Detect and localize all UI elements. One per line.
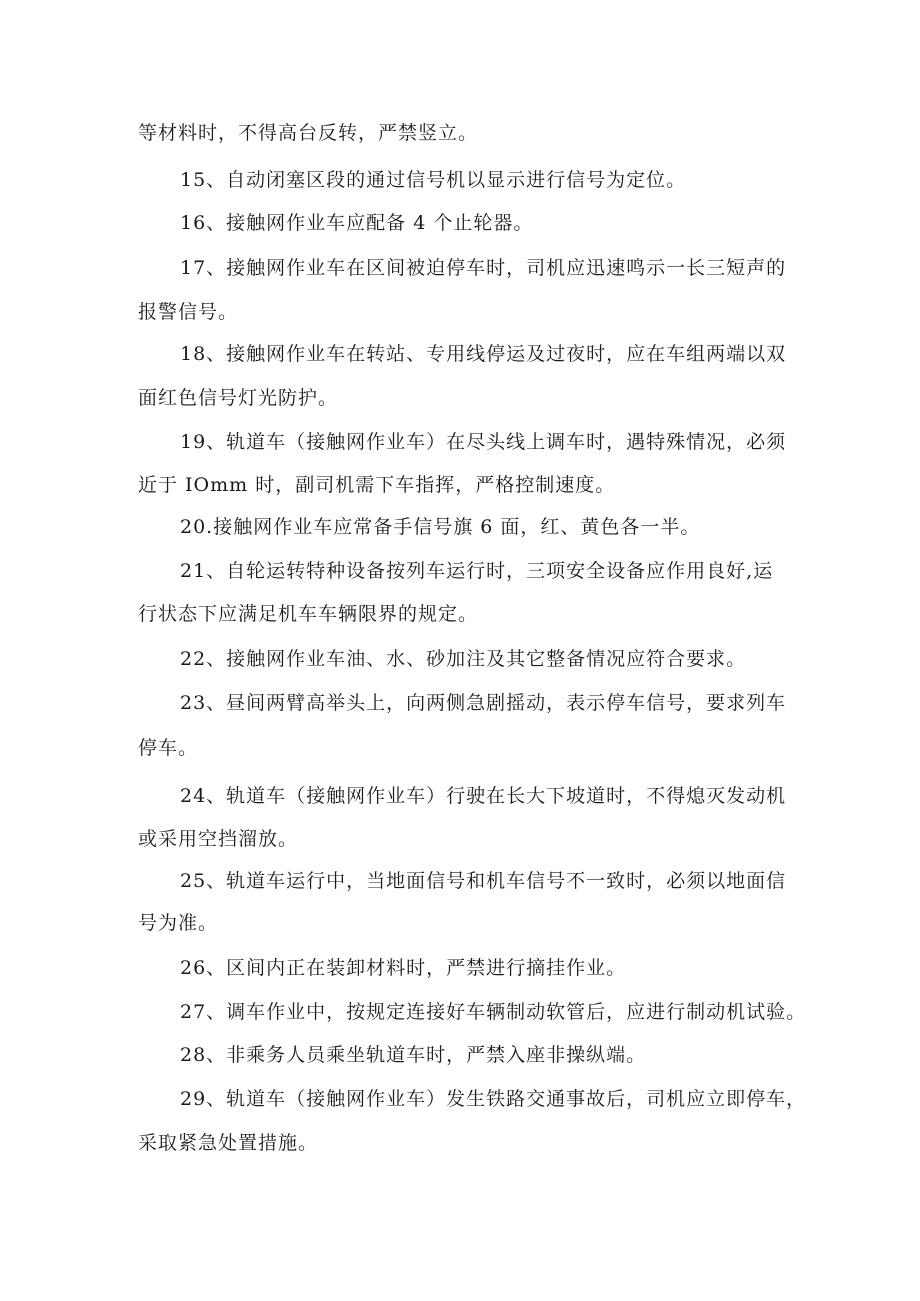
text-line: 29、轨道车（接触网作业车）发生铁路交通事故后，司机应立即停车， <box>180 1088 807 1110</box>
text-line: 28、非乘务人员乘坐轨道车时，严禁入座非操纵端。 <box>180 1044 647 1066</box>
text-line: 20.接触网作业车应常备手信号旗 6 面，红、黄色各一半。 <box>180 516 701 538</box>
text-line: 25、轨道车运行中，当地面信号和机车信号不一致时，必须以地面信 <box>180 870 787 892</box>
text-line: 15、自动闭塞区段的通过信号机以显示进行信号为定位。 <box>180 169 687 191</box>
text-line: 17、接触网作业车在区间被迫停车时，司机应迅速鸣示一长三短声的 <box>180 257 787 279</box>
text-line: 16、接触网作业车应配备 4 个止轮器。 <box>180 212 534 234</box>
text-line: 近于 IOmm 时，副司机需下车指挥，严格控制速度。 <box>138 474 616 496</box>
text-line: 停车。 <box>138 737 199 759</box>
text-line: 22、接触网作业车油、水、砂加注及其它整备情况应符合要求。 <box>180 648 747 670</box>
text-line: 18、接触网作业车在转站、专用线停运及过夜时，应在车组两端以双 <box>180 343 787 365</box>
text-line: 报警信号。 <box>138 301 239 323</box>
text-line: 24、轨道车（接触网作业车）行驶在长大下坡道时，不得熄灭发动机 <box>180 785 787 807</box>
text-line: 27、调车作业中，按规定连接好车辆制动软管后，应进行制动机试验。 <box>180 1001 807 1023</box>
text-line: 21、自轮运转特种设备按列车运行时，三项安全设备应作用良好,运 <box>180 560 774 582</box>
text-line: 23、昼间两臂高举头上，向两侧急剧摇动，表示停车信号，要求列车 <box>180 692 787 714</box>
text-line: 19、轨道车（接触网作业车）在尽头线上调车时，遇特殊情况，必须 <box>180 431 787 453</box>
text-line: 或采用空挡溜放。 <box>138 828 299 850</box>
text-line: 号为准。 <box>138 912 219 934</box>
text-line: 26、区间内正在装卸材料时，严禁进行摘挂作业。 <box>180 957 627 979</box>
text-line: 面红色信号灯光防护。 <box>138 387 339 409</box>
text-line: 等材料时，不得高台反转，严禁竖立。 <box>138 122 479 144</box>
text-line: 行状态下应满足机车车辆限界的规定。 <box>138 603 479 625</box>
text-line: 采取紧急处置措施。 <box>138 1132 319 1154</box>
